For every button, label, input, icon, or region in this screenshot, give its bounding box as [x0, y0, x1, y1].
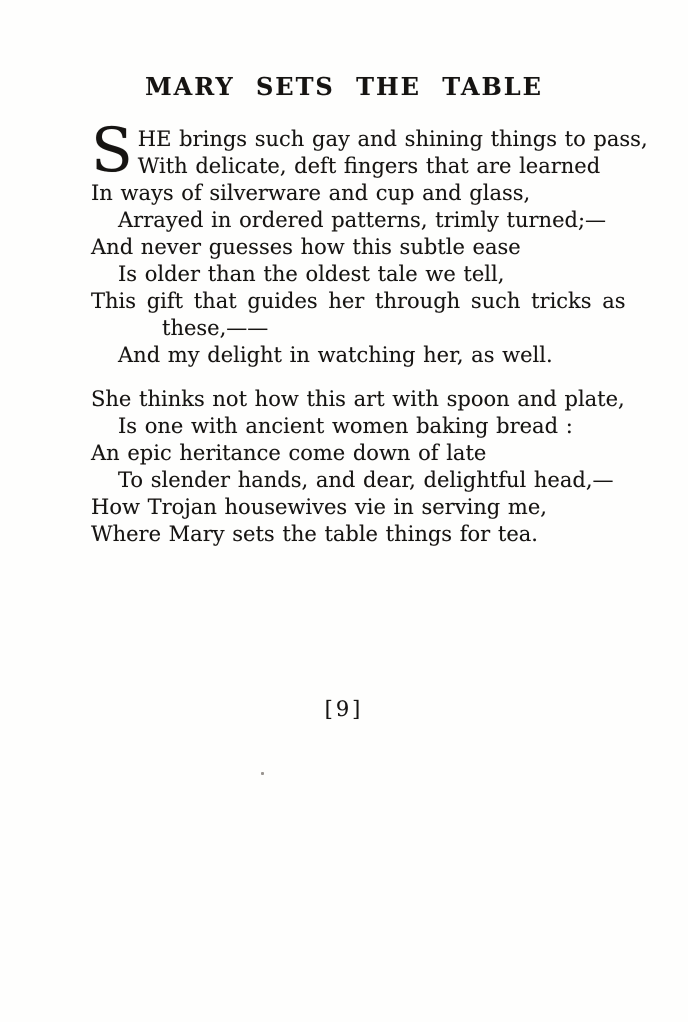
poem-line: Where Mary sets the table things for tea.: [91, 522, 538, 546]
stanza-2: [91, 386, 625, 548]
poem-line: To slender hands, and dear, delightful head,—: [118, 468, 614, 492]
poem-line: Is older than the oldest tale we tell,: [118, 262, 505, 286]
poem-line: Arrayed in ordered patterns, trimly turned;—: [118, 208, 607, 232]
page-number: [9]: [324, 697, 364, 721]
poem-line: And my delight in watching her, as well.: [118, 343, 553, 367]
poem-line: With delicate, deft fingers that are learned: [137, 154, 601, 178]
scan-speck: [261, 772, 264, 775]
poem-line: How Trojan housewives vie in serving me,: [91, 495, 547, 519]
poem-body: [91, 115, 648, 548]
poem-line: An epic heritance come down of late: [91, 441, 487, 465]
poem-line: This gift that guides her through such tricks as: [91, 289, 626, 313]
stanza-1: [91, 115, 648, 369]
poem-line: She thinks not how this art with spoon and plate,: [91, 387, 625, 411]
dropcap-letter: S: [91, 115, 133, 186]
poem-line: And never guesses how this subtle ease: [91, 235, 521, 259]
poem-line: Is one with ancient women baking bread :: [118, 414, 573, 438]
poem-line-text: HE brings such gay and shining things to pass,: [137, 127, 648, 151]
poem-line: In ways of silverware and cup and glass,: [91, 181, 531, 205]
poem-title: MARY SETS THE TABLE: [145, 72, 543, 101]
poem-line: these,——: [162, 316, 269, 340]
